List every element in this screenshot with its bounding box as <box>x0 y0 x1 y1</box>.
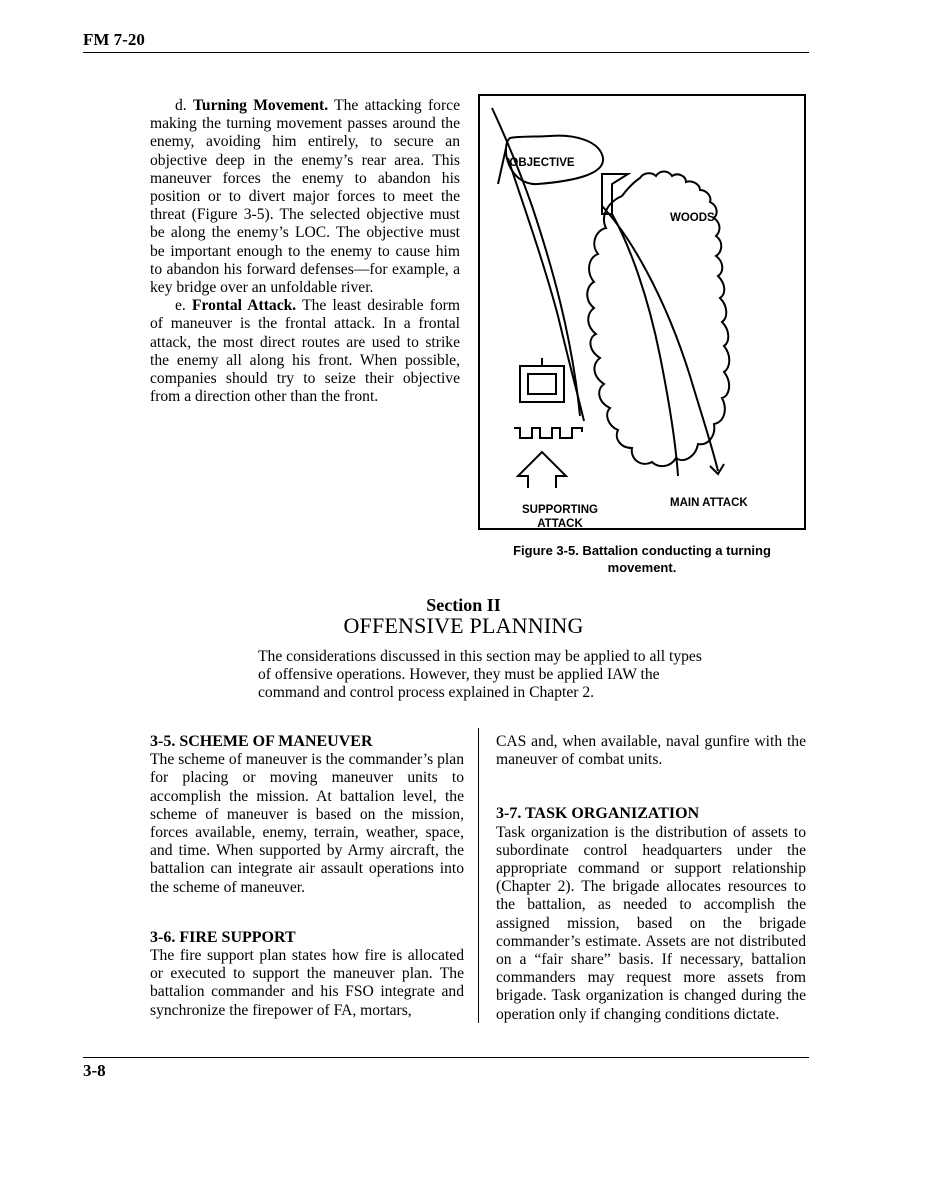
page-number: 3-8 <box>83 1061 106 1080</box>
footer-rule <box>83 1057 809 1058</box>
main-attack-line-left <box>612 214 678 476</box>
turning-movement-paragraph <box>150 97 460 406</box>
para-e-title: Frontal Attack. <box>192 297 297 315</box>
caption-line-1: Figure 3-5. Battalion conducting a turning <box>513 543 771 558</box>
right-column <box>496 733 806 1024</box>
caption-line-2: movement. <box>607 560 677 575</box>
body-3-6: The fire support plan states how fire is allocated or executed to support the maneuver plan. The battalion commander and his FSO integrate and synchronize the firepower of FA, mortars, <box>150 947 464 1019</box>
figure-caption <box>478 542 806 576</box>
turning-movement-diagram <box>480 96 804 528</box>
body-3-5: The scheme of maneuver is the commander’s plan for placing or moving maneuver units to accomplish the mission. At battalion level, the scheme of maneuver is based on the mission, forces available, enemy, terrain, weather, space, and time. When supported by Army aircraft, the battalion can integrate air assault operations into the scheme of maneuver. <box>150 751 464 896</box>
section-title: OFFENSIVE PLANNING <box>343 613 584 638</box>
unit-symbol-inner <box>528 374 556 394</box>
main-attack-line-right <box>602 206 718 471</box>
heading-3-5: 3-5. SCHEME OF MANEUVER <box>150 733 373 750</box>
body-3-7: Task organization is the distribution of assets to subordinate control headquarters under the appropriate command or support relationship (Chapter 2). The brigade allocates resources to the battalion, as needed to accomplish the assigned mission, based on the brigade commander’s estimate. Assets are not distributed on a “fair share” basis. If necessary, battalion commanders may request more assets from brigade. Task organization is changed during the operation only if changing conditions dictate. <box>496 823 806 1023</box>
header-rule <box>83 52 809 53</box>
heading-3-6: 3-6. FIRE SUPPORT <box>150 928 296 946</box>
label-woods: WOODS <box>670 212 715 224</box>
section-number: Section II <box>426 595 501 615</box>
para-d-body: The attacking force making the turning movement passes around the enemy, avoiding him entirely, to secure an objective deep in the enemy’s rear area. This maneuver forces the enemy to abandon his position or to divert major forces to meet the threat (Figure 3-5). The selected objective must be along the enemy’s LOC. The objective must be important enough to the enemy to cause him to abandon his forward defenses—for example, a key bridge over an unfoldable river. <box>150 97 460 297</box>
para-e-prefix: e. <box>175 297 192 315</box>
body-3-6-continued: CAS and, when available, naval gunfire with the maneuver of combat units. <box>496 733 806 769</box>
figure-3-5 <box>478 94 806 530</box>
label-objective: OBJECTIVE <box>509 157 575 169</box>
para-e-body: The least desirable form of maneuver is the frontal attack. In a frontal attack, the most direct routes are used to strike the enemy all along his front. When possible, companies should try to seize their objective from a direction other than the front. <box>150 297 461 406</box>
heading-3-7: 3-7. TASK ORGANIZATION <box>496 805 700 823</box>
column-divider <box>478 728 479 1023</box>
obstacle-symbol <box>514 428 582 438</box>
left-column <box>150 733 464 1020</box>
label-attack: ATTACK <box>537 518 583 528</box>
para-d-prefix: d. <box>175 97 193 114</box>
para-d-title: Turning Movement. <box>192 97 329 114</box>
supporting-attack-arrow <box>518 452 566 488</box>
label-main-attack: MAIN ATTACK <box>670 497 748 509</box>
section-intro: The considerations discussed in this section may be applied to all types of offensive operations. However, they must be applied IAW the command and control process explained in Chapter 2. <box>258 648 702 702</box>
label-supporting: SUPPORTING <box>521 504 599 516</box>
route-tick <box>498 148 506 184</box>
unit-symbol <box>520 366 564 402</box>
running-header: FM 7-20 <box>83 30 145 49</box>
